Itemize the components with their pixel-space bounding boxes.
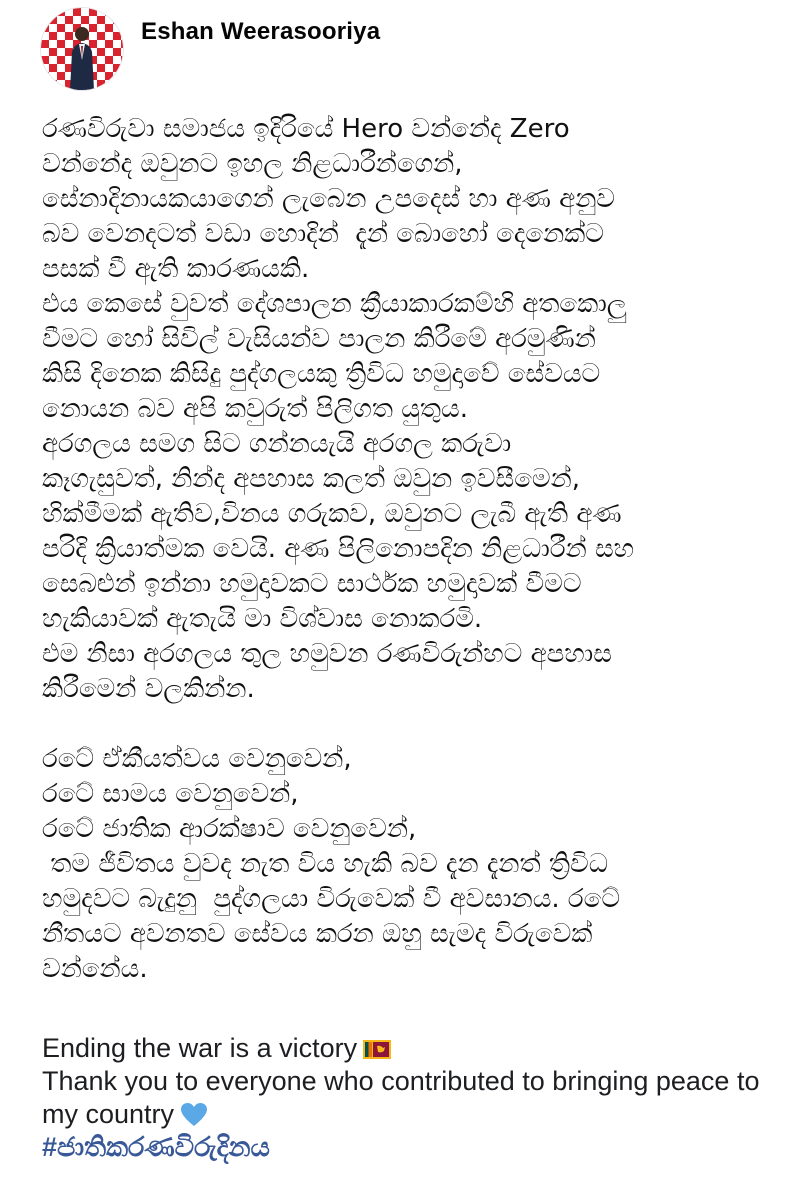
post-english-text bbox=[42, 1032, 782, 1164]
english-line-text: Thank you to everyone who contributed to bringing peace to my country bbox=[42, 1066, 760, 1129]
english-line-text: Ending the war is a victory bbox=[42, 1033, 358, 1063]
post-body bbox=[42, 112, 782, 987]
english-line bbox=[42, 1065, 782, 1131]
hashtag-link[interactable]: #ජාතිකරණවිරුදිනය bbox=[42, 1132, 270, 1162]
sri-lanka-flag-icon bbox=[363, 1034, 391, 1053]
post-paragraph: රණවිරුවා සමාජය ඉදිරියේ Hero වන්නේද Zero වන්නේද ඔවුනට ඉහල නිළධාරීන්ගෙන්, සේනාදිනායකයාගෙන් ලැබෙන උපදෙස් හා අණ අනුව බව වෙනදටත් වඩා හොදින් දැන් බොහෝ දෙනෙක්ට පසක් වී ඇති කාරණයකි. එය කෙසේ වුවත් දේශපාලන ක්‍රීයාකාරකම්හි අතකොලු වීමට හෝ සිවිල් වැසියන්ව පාලන කිරීමේ අරමුණින් කිසි දිනෙක කිසිදු පුද්ගලයකු ත්‍රිවිධ හමුදාවේ සේවයට නොයන බව අපි කවුරුත් පිලිගත යුතුය. අරගලය සමග සිට ගන්නයැයි අරගල කරුවා කෑගැසුවත්, නින්ද අපහාස කලත් ඔවුන ඉවසීමෙන්, හික්මීමක් ඇතිව,විනය ගරුකව, ඔවුනට ලැබී ඇති අණ පරිදි ක්‍රියාත්මක වෙයි. අණ පිලිනොපදින නිළධාරීන් සහ සෙබළුන් ඉන්නා හමුදාවකට සාර්ථක හමුදාවක් වීමට හැකියාවක් ඇතැයි මා විශ්වාස නොකරමි. එම නිසා අරගලය තුල හමුවන රණවිරුන්හට අපහාස කිරීමෙන් වලකින්න. bbox=[42, 114, 635, 704]
avatar-image bbox=[41, 8, 123, 90]
post-header bbox=[0, 0, 811, 96]
blue-heart-icon bbox=[180, 1102, 208, 1128]
english-line bbox=[42, 1032, 782, 1065]
author-name[interactable]: Eshan Weerasooriya bbox=[141, 18, 381, 45]
post-paragraph: රටේ ඒකීයත්වය වෙනුවෙන්, රටේ සාමය වෙනුවෙන්, රටේ ජාතික ආරක්ෂාව වෙනුවෙන්, තම ජීවිතය වුවද නැත විය හැකි බව දැන දැනත් ත්‍රිවිධ හමුදවට බැදුනු පුද්ගලයා විරුවෙක් වී අවසානය. රටේ නීතයට අවනතව සේවය කරන ඔහු සැමද විරුවෙක් වන්නේය. bbox=[42, 744, 621, 984]
avatar[interactable] bbox=[41, 8, 123, 90]
